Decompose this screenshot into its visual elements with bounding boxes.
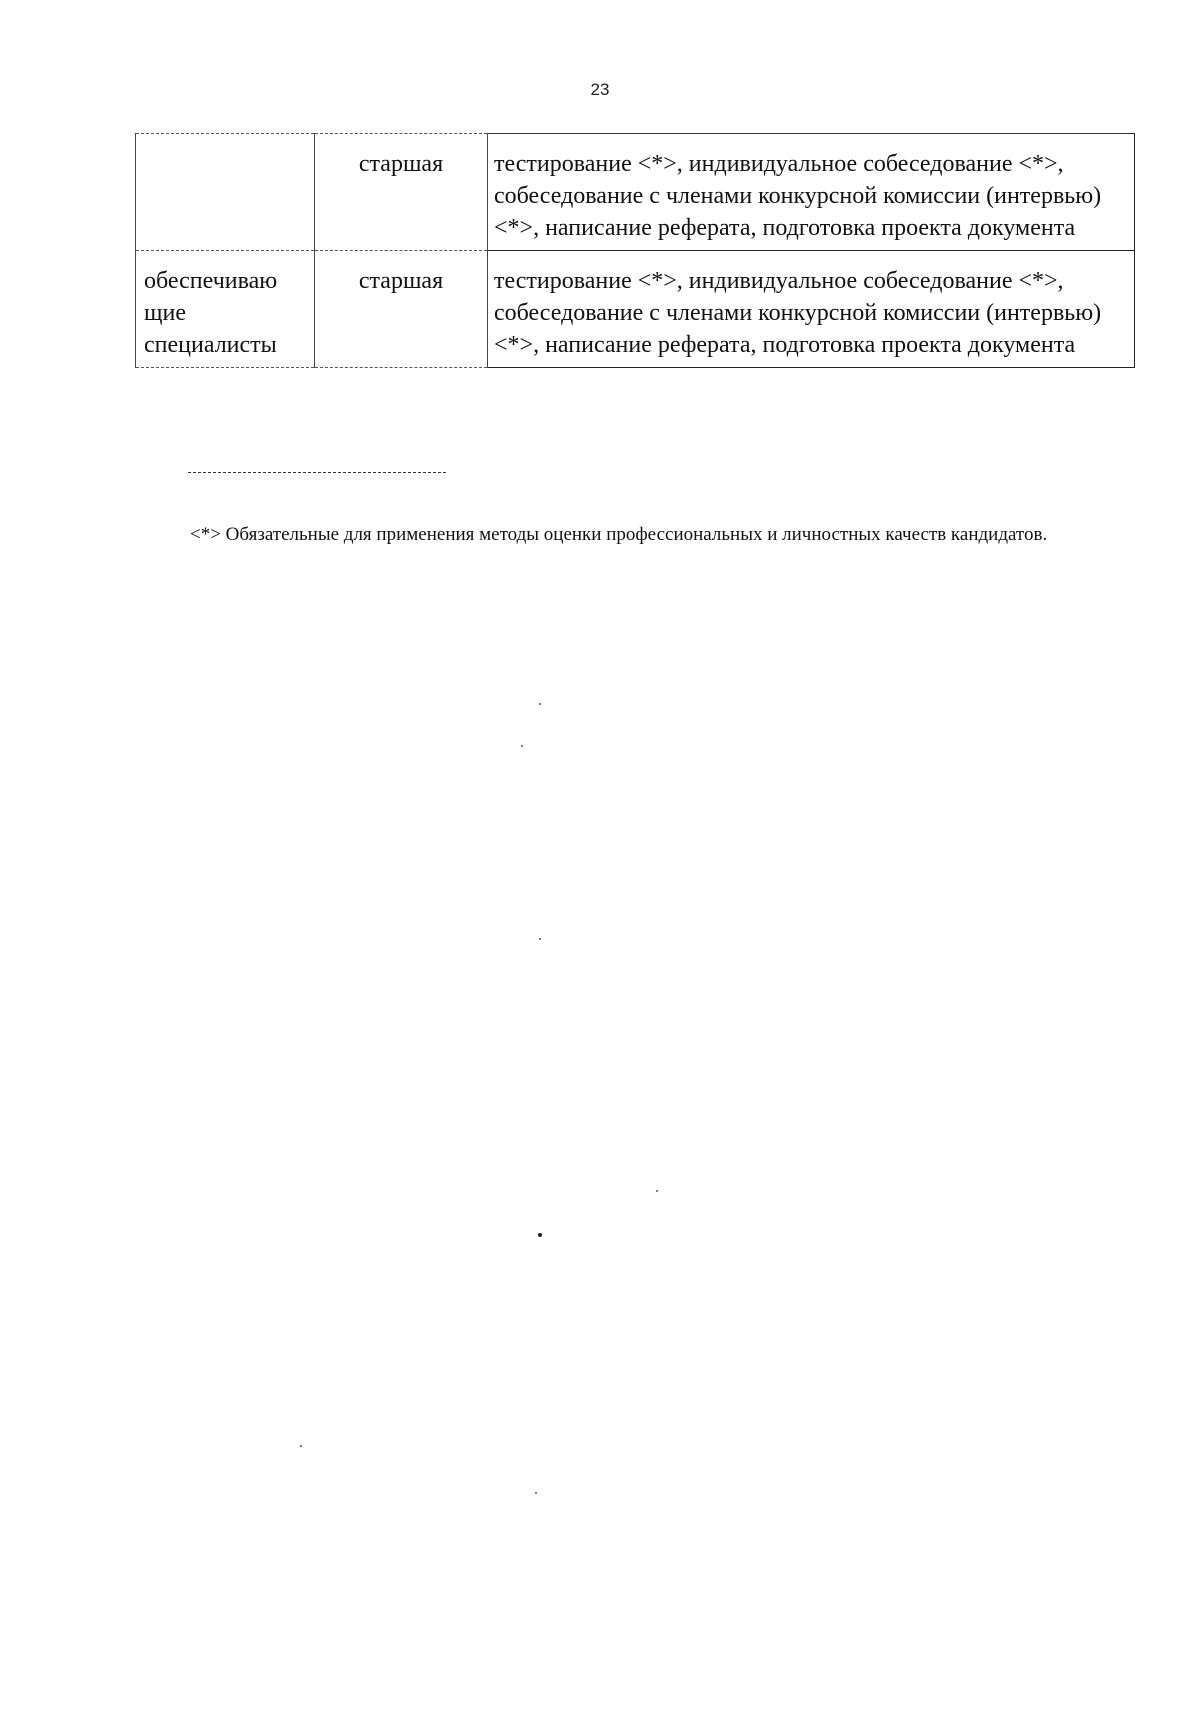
- footnote-separator: [188, 472, 446, 473]
- table-cell-methods: тестирование <*>, индивидуальное собеседование <*>, собеседование с членами конкурсной комиссии (интервью) <*>, написание реферата, подготовка проекта документа: [488, 134, 1135, 251]
- evaluation-methods-table: [135, 133, 1135, 368]
- table-row: [136, 134, 1135, 251]
- table-cell-group: [136, 134, 315, 251]
- table-cell-group: обеспечиваю щие специалисты: [136, 251, 315, 368]
- scan-speck: [539, 938, 541, 940]
- scan-speck: [521, 745, 523, 747]
- table-cell-methods: тестирование <*>, индивидуальное собеседование <*>, собеседование с членами конкурсной комиссии (интервью) <*>, написание реферата, подготовка проекта документа: [488, 251, 1135, 368]
- scan-speck: [535, 1492, 537, 1494]
- footnote-text: <*> Обязательные для применения методы оценки профессиональных и личностных качеств кандидатов.: [190, 524, 1048, 545]
- table-cell-category: старшая: [315, 251, 488, 368]
- table-row: [136, 251, 1135, 368]
- scan-speck: [538, 1233, 542, 1237]
- page-number: 23: [590, 80, 610, 99]
- scan-speck: [300, 1445, 302, 1447]
- table-cell-category: старшая: [315, 134, 488, 251]
- scan-speck: [539, 703, 541, 705]
- scan-speck: [656, 1190, 658, 1192]
